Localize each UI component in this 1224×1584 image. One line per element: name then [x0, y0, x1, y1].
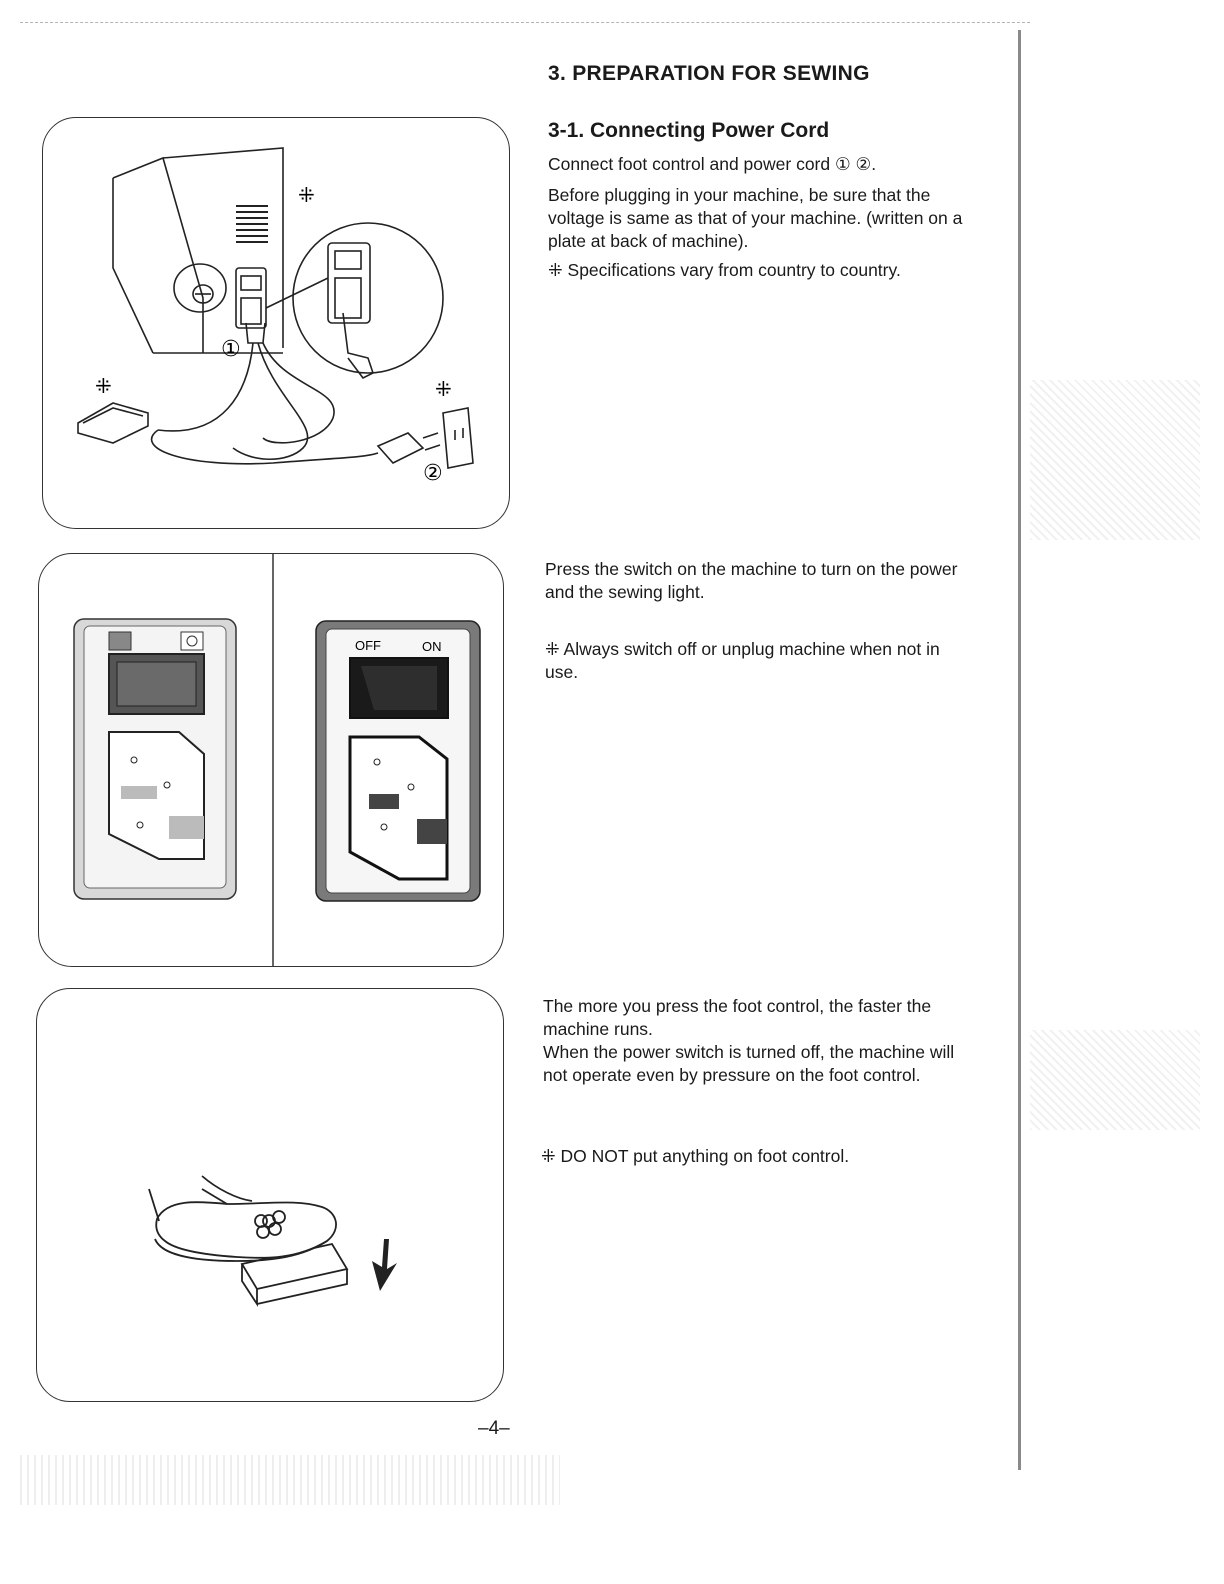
- power-cord-drawing: [43, 118, 509, 528]
- scan-noise: [1030, 1030, 1200, 1130]
- voltage-instruction: Before plugging in your machine, be sure that the voltage is same as that of your machine. (written on a plate at back of machine).: [548, 185, 963, 251]
- off-label: OFF: [355, 638, 381, 653]
- switch-off-note: ⁜ Always switch off or unplug machine when not in use.: [545, 639, 940, 682]
- page-edge: [20, 22, 1030, 23]
- scan-noise: [1030, 380, 1200, 540]
- page-number: –4–: [478, 1418, 510, 1439]
- scan-noise: [20, 1455, 560, 1505]
- asterisk-mark: ⁜: [95, 376, 112, 398]
- asterisk-mark: ⁜: [298, 185, 315, 207]
- subsection-title: 3-1. Connecting Power Cord: [548, 119, 830, 142]
- section-title: 3. PREPARATION FOR SEWING: [548, 62, 870, 85]
- on-label: ON: [422, 639, 442, 654]
- power-switch-illustration: [38, 553, 504, 967]
- label-1: ①: [221, 336, 241, 361]
- binding-edge: [1018, 30, 1021, 1470]
- arrow-down-icon: [372, 1239, 397, 1291]
- foot-control-note: ⁜ DO NOT put anything on foot control.: [541, 1146, 850, 1166]
- asterisk-mark: ⁜: [435, 379, 452, 401]
- specifications-note: ⁜ Specifications vary from country to country.: [548, 260, 901, 280]
- foot-control-drawing: [37, 989, 503, 1401]
- power-switch-drawing: [39, 554, 503, 966]
- switch-instruction: Press the switch on the machine to turn on the power and the sewing light.: [545, 559, 958, 602]
- label-2: ②: [423, 460, 443, 485]
- foot-control-instruction: The more you press the foot control, the faster the machine runs.: [543, 996, 932, 1039]
- foot-control-illustration: [36, 988, 504, 1402]
- connect-instruction: Connect foot control and power cord ① ②.: [548, 154, 877, 174]
- power-cord-illustration: [42, 117, 510, 529]
- power-off-instruction: When the power switch is turned off, the machine will not operate even by pressure on the foot control.: [543, 1042, 955, 1085]
